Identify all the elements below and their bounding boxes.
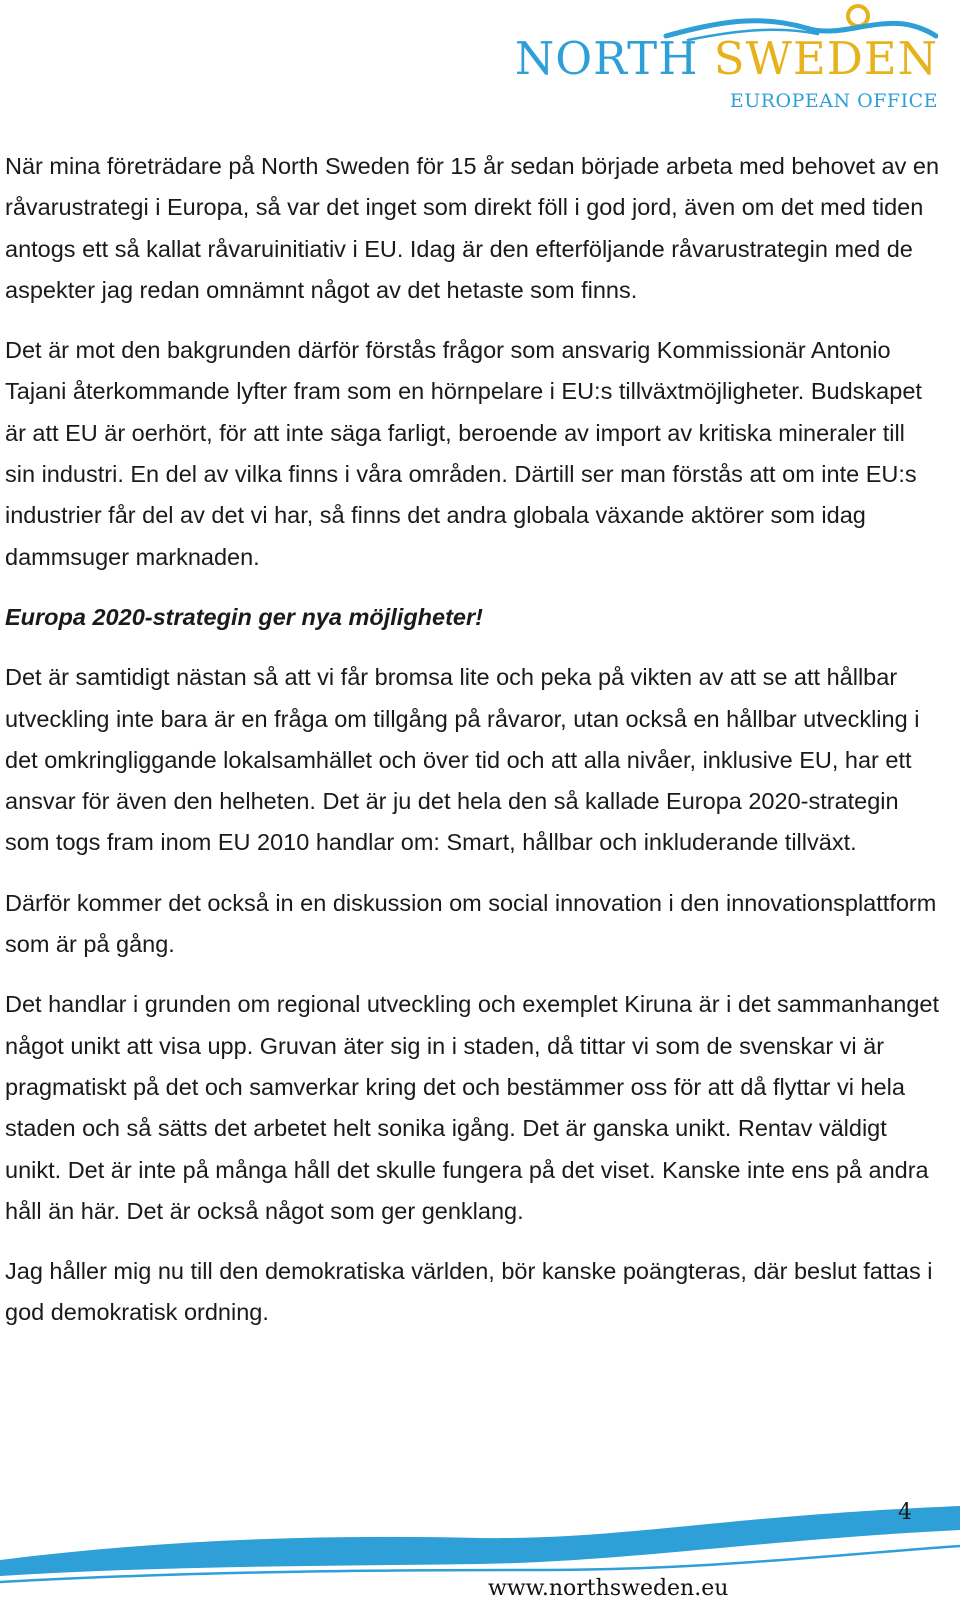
logo-word-north: NORTH	[514, 32, 699, 85]
paragraph-2: Det är mot den bakgrunden därför förstås frågor som ansvarig Kommissionär Antonio Tajani återkommande lyfter fram som en hörnpelare i EU:s tillväxtmöjligheter. Budskapet är att EU är oerhört, för att inte säga farligt, beroende av import av kritiska mineraler till sin industri. En del av vilka finns i våra områden. Därtill ser man förstås att om inte EU:s industrier får del av det vi har, så finns det andra globala växande aktörer som idag dammsuger marknaden.	[5, 337, 922, 570]
logo-wordmark	[514, 32, 938, 85]
page-number: 4	[898, 1500, 912, 1525]
section-heading: Europa 2020-strategin ger nya möjligheter!	[5, 603, 483, 630]
footer-url: www.northsweden.eu	[488, 1576, 729, 1601]
north-sweden-logo	[514, 2, 938, 114]
document-body	[5, 146, 940, 1353]
logo-subtitle: EUROPEAN OFFICE	[729, 90, 938, 112]
paragraph-1: När mina företrädare på North Sweden för 15 år sedan började arbeta med behovet av en råvarustrategi i Europa, så var det inget som direkt föll i god jord, även om det med tiden antogs ett så kallat råvaruinitiativ i EU. Idag är den efterföljande råvarustrategin med de aspekter jag redan omnämnt något av det hetaste som finns.	[5, 153, 940, 303]
logo-word-sweden: SWEDEN	[713, 32, 938, 85]
paragraph-4: Därför kommer det också in en diskussion om social innovation i den innovationsplattform som är på gång.	[5, 889, 937, 958]
paragraph-3: Det är samtidigt nästan så att vi får bromsa lite och peka på vikten av att se att hållbar utveckling inte bara är en fråga om tillgång på råvaror, utan också en hållbar utveckling i det omkringliggande lokalsamhället och över tid och att alla nivåer, inklusive EU, har ett ansvar för även den helheten. Det är ju det hela den så kallade Europa 2020-strategin som togs fram inom EU 2010 handlar om: Smart, hållbar och inkluderande tillväxt.	[5, 664, 920, 856]
paragraph-5: Det handlar i grunden om regional utveckling och exemplet Kiruna är i det sammanhanget något unikt att visa upp. Gruvan äter sig in i staden, då tittar vi som de svenskar vi är pragmatiskt på det och samverkar kring det och bestämmer oss för att då flyttar vi hela staden och så sätts det arbetet helt sonika igång. Det är ganska unikt. Rentav väldigt unikt. Det är inte på många håll det skulle fungera på det viset. Kanske inte ens på andra håll än här. Det är också något som ger genklang.	[5, 991, 940, 1224]
footer-wave-decoration	[0, 1500, 960, 1614]
paragraph-6: Jag håller mig nu till den demokratiska världen, bör kanske poängteras, där beslut fattas i god demokratisk ordning.	[5, 1258, 933, 1326]
